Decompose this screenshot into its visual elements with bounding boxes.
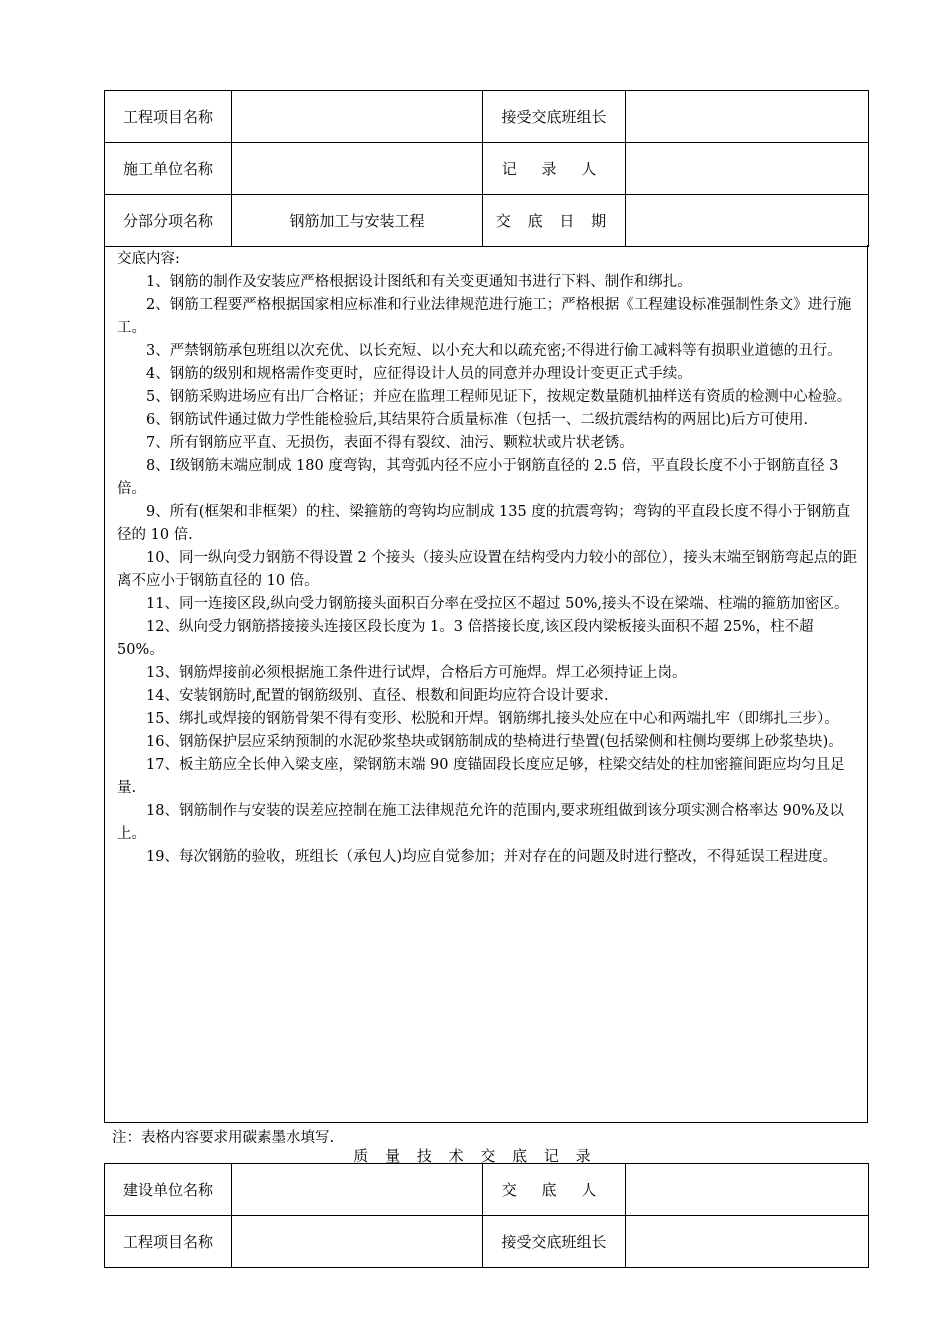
footer-row-build-unit (105, 1164, 869, 1216)
content-item: 16、钢筋保护层应采纳预制的水泥砂浆垫块或钢筋制成的垫椅进行垫置(包括梁侧和柱侧均要绑上砂浆垫块)。 (146, 734, 843, 750)
project-name-label: 工程项目名称 (105, 91, 232, 143)
content-item: 4、钢筋的级别和规格需作变更时，应征得设计人员的同意并办理设计变更正式手续。 (146, 366, 692, 382)
date-value[interactable] (626, 195, 869, 247)
content-item: 1、钢筋的制作及安装应严格根据设计图纸和有关变更通知书进行下料、制作和绑扎。 (146, 274, 692, 290)
header-row-unit (105, 143, 869, 195)
content-item: 5、钢筋采购进场应有出厂合格证；并应在监理工程师见证下，按规定数量随机抽样送有资质的检测中心检验。 (146, 389, 852, 405)
discloser-label: 交 底 人 (483, 1164, 626, 1216)
content-item: 11、同一连接区段,纵向受力钢筋接头面积百分率在受拉区不超过 50%,接头不设在梁端、柱端的箍筋加密区。 (146, 596, 849, 612)
build-unit-value[interactable] (232, 1164, 483, 1216)
footer-project-name-label: 工程项目名称 (105, 1216, 232, 1268)
recorder-label: 记 录 人 (483, 143, 626, 195)
content-item: 17、板主筋应全长伸入梁支座，梁钢筋末端 90 度锚固段长度应足够，柱梁交结处的柱加密箍间距应均匀且足量. (117, 757, 845, 796)
second-form-title: 质 量 技 术 交 底 记 录 (353, 1147, 597, 1165)
content-item: 10、同一纵向受力钢筋不得设置 2 个接头（接头应设置在结构受内力较小的部位），接头末端至钢筋弯起点的距离不应小于钢筋直径的 10 倍。 (117, 550, 858, 589)
footer-team-leader-value[interactable] (626, 1216, 869, 1268)
team-leader-label: 接受交底班组长 (483, 91, 626, 143)
subproject-label: 分部分项名称 (105, 195, 232, 247)
build-unit-label: 建设单位名称 (105, 1164, 232, 1216)
content-item: 13、钢筋焊接前必须根据施工条件进行试焊，合格后方可施焊。焊工必须持证上岗。 (146, 665, 687, 681)
content-heading: 交底内容: (117, 251, 180, 267)
content-item: 7、所有钢筋应平直、无损伤，表面不得有裂纹、油污、颗粒状或片状老锈。 (146, 435, 634, 451)
content-item: 15、绑扎或焊接的钢筋骨架不得有变形、松脱和开焊。钢筋绑扎接头处应在中心和两端扎牢（即绑扎三步）。 (146, 711, 839, 727)
footer-table (104, 1163, 869, 1268)
content-item: 2、钢筋工程要严格根据国家相应标准和行业法律规范进行施工；严格根据《工程建设标准强制性条文》进行施工。 (117, 297, 852, 336)
recorder-value[interactable] (626, 143, 869, 195)
content-item: 3、严禁钢筋承包班组以次充优、以长充短、以小充大和以疏充密;不得进行偷工减料等有损职业道德的丑行。 (146, 343, 842, 359)
disclosure-content (104, 245, 868, 1123)
footer-project-name-value[interactable] (232, 1216, 483, 1268)
construction-unit-value[interactable] (232, 143, 483, 195)
form-note: 注：表格内容要求用碳素墨水填写. (112, 1130, 335, 1146)
content-item: 18、钢筋制作与安装的误差应控制在施工法律规范允许的范围内,要求班组做到该分项实测合格率达 90%及以上。 (117, 803, 844, 842)
project-name-value[interactable] (232, 91, 483, 143)
footer-row-project (105, 1216, 869, 1268)
content-item: 8、Ⅰ级钢筋末端应制成 180 度弯钩，其弯弧内径不应小于钢筋直径的 2.5 倍，平直段长度不小于钢筋直径 3 倍。 (117, 458, 839, 497)
content-item: 12、纵向受力钢筋搭接接头连接区段长度为 1。3 倍搭接长度,该区段内梁板接头面积不超 25%，柱不超 50%。 (117, 619, 814, 658)
discloser-value[interactable] (626, 1164, 869, 1216)
footer-team-leader-label: 接受交底班组长 (483, 1216, 626, 1268)
construction-unit-label: 施工单位名称 (105, 143, 232, 195)
date-label: 交 底 日 期 (483, 195, 626, 247)
content-item: 14、安装钢筋时,配置的钢筋级别、直径、根数和间距均应符合设计要求. (146, 688, 609, 704)
content-item: 19、每次钢筋的验收，班组长（承包人)均应自觉参加；并对存在的问题及时进行整改，不得延误工程进度。 (146, 849, 838, 865)
content-item: 9、所有(框架和非框架）的柱、梁箍筋的弯钩均应制成 135 度的抗震弯钩；弯钩的平直段长度不得小于钢筋直径的 10 倍. (117, 504, 851, 543)
header-table (104, 90, 869, 247)
header-row-project (105, 91, 869, 143)
team-leader-value[interactable] (626, 91, 869, 143)
subproject-value: 钢筋加工与安装工程 (232, 195, 483, 247)
header-row-subproject (105, 195, 869, 247)
content-item: 6、钢筋试件通过做力学性能检验后,其结果符合质量标准（包括一、二级抗震结构的两屈比)后方可使用. (146, 412, 809, 428)
